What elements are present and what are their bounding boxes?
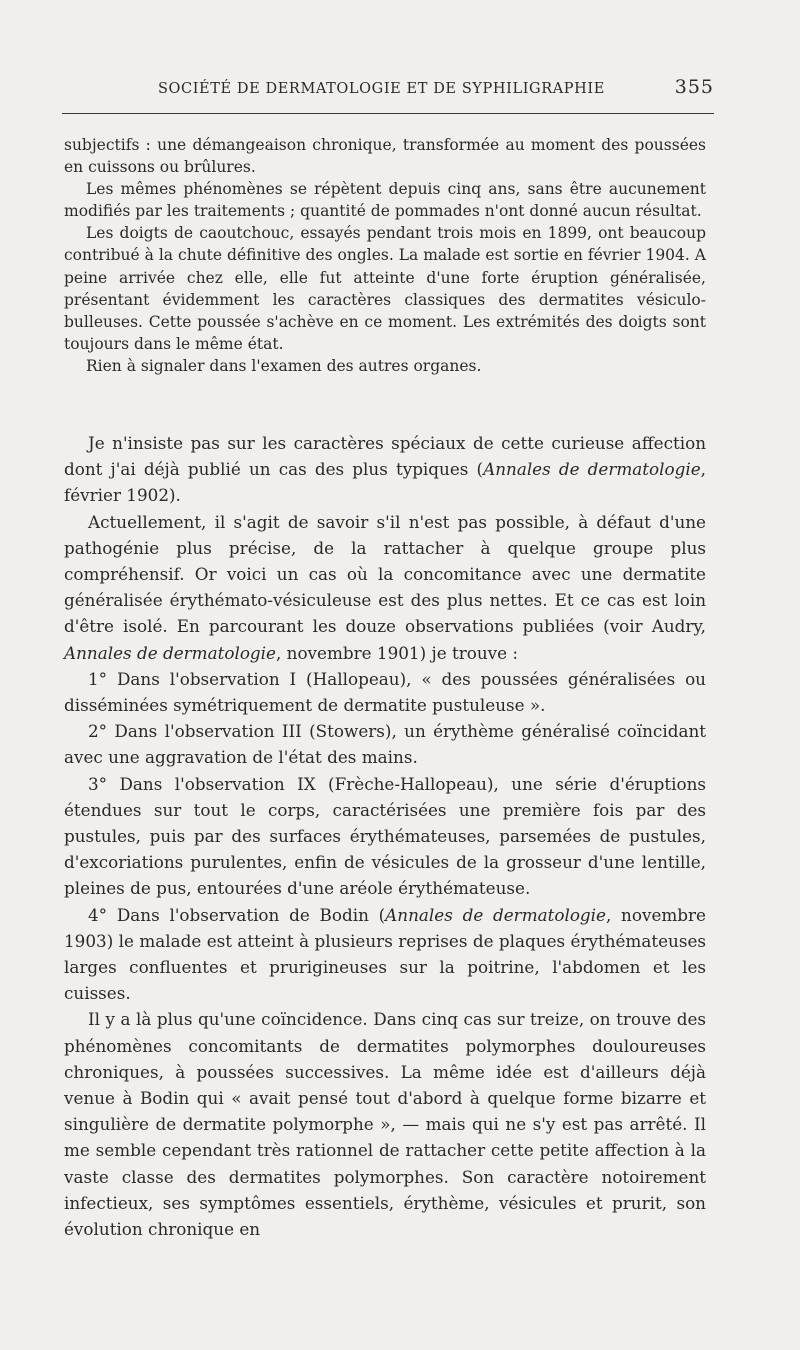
case-paragraph: subjectifs : une démangeaison chronique, transformée au moment des poussées en cuissons ou brûlures. [64,136,706,177]
case-paragraph: Rien à signaler dans l'examen des autres organes. [86,356,482,375]
discussion-paragraph [64,509,706,666]
case-paragraph: Les mêmes phénomènes se répètent depuis cinq ans, sans être aucunement modifiés par les traitements ; quantité de pommades n'ont donné aucun résultat. [64,180,706,221]
text-run: Actuellement, il s'agit de savoir s'il n'est pas possible, à défaut d'une pathogénie plus précise, de la rattacher à quelque groupe plus compréhensif. Or voici un cas où la concomitance avec une dermatite généralisée érythémato-vésiculeuse est des plus nettes. Et ce cas est loin d'être isolé. En parcourant les douze observations publiées (voir Audry, [64,511,706,637]
journal-title: Annales de dermatologie [64,642,276,663]
observation-item: 3° Dans l'observation IX (Frèche-Hallopeau), une série d'éruptions étendues sur tout le corps, caractérisées une première fois par des pustules, puis par des surfaces érythémateuses, parsemées de pustules, d'excoriations purulentes, enfin de vésicules de la grosseur d'une lentille, pleines de pus, entourées d'une aréole érythémateuse. [64,773,706,899]
text-run: , novembre 1901) je trouve : [275,642,519,663]
page-number: 355 [674,76,714,98]
running-header [62,76,714,98]
discussion-paragraph: Il y a là plus qu'une coïncidence. Dans cinq cas sur treize, on trouve des phénomènes concomitants de dermatites polymorphes douloureuses chroniques, à poussées successives. La même idée est d'ailleurs déjà venue à Bodin qui « avait pensé tout d'abord à quelque forme bizarre et singulière de dermatite polymorphe », — mais qui ne s'y est pas arrêté. Il me semble cependant très rationnel de rattacher cette petite affection à la vaste classe des dermatites polymorphes. Son caractère notoirement infectieux, ses symptômes essentiels, érythème, vésicules et prurit, son évolution chronique en [64,1009,706,1240]
observation-item [64,902,706,1007]
case-report-section [64,134,706,377]
journal-title: Annales de dermatologie [385,904,606,925]
discussion-paragraph [64,430,706,509]
observation-item: 2° Dans l'observation III (Stowers), un érythème généralisé coïncidant avec une aggravation de l'état des mains. [64,721,706,768]
discussion-section [64,430,706,1242]
running-title: SOCIÉTÉ DE DERMATOLOGIE ET DE SYPHILIGRAPHIE [158,81,605,97]
observation-item: 1° Dans l'observation I (Hallopeau), « des poussées généralisées ou disséminées symétriquement de dermatite pustuleuse ». [64,668,706,716]
text-run: 4° Dans l'observation de Bodin ( [88,904,386,925]
text-run: Je n'insiste pas sur les caractères spéciaux de cette curieuse affection dont j'ai déjà publié un cas des plus typiques ( [64,433,706,480]
text-run: , novembre 1903) le malade est atteint à plusieurs reprises de plaques érythémateuses larges confluentes et prurigineuses sur la poitrine, l'abdomen et les cuisses. [64,904,706,1004]
header-rule [62,113,714,114]
journal-title: Annales de dermatologie [483,459,701,480]
case-paragraph: Les doigts de caoutchouc, essayés pendant trois mois en 1899, ont beaucoup contribué à la chute définitive des ongles. La malade est sortie en février 1904. A peine arrivée chez elle, elle fut atteinte d'une forte éruption généralisée, présentant évidemment les caractères classiques des dermatites vésiculo-bulleuses. Cette poussée s'achève en ce moment. Les extrémités des doigts sont toujours dans le même état. [64,224,706,353]
text-run: , février 1902). [64,459,706,506]
